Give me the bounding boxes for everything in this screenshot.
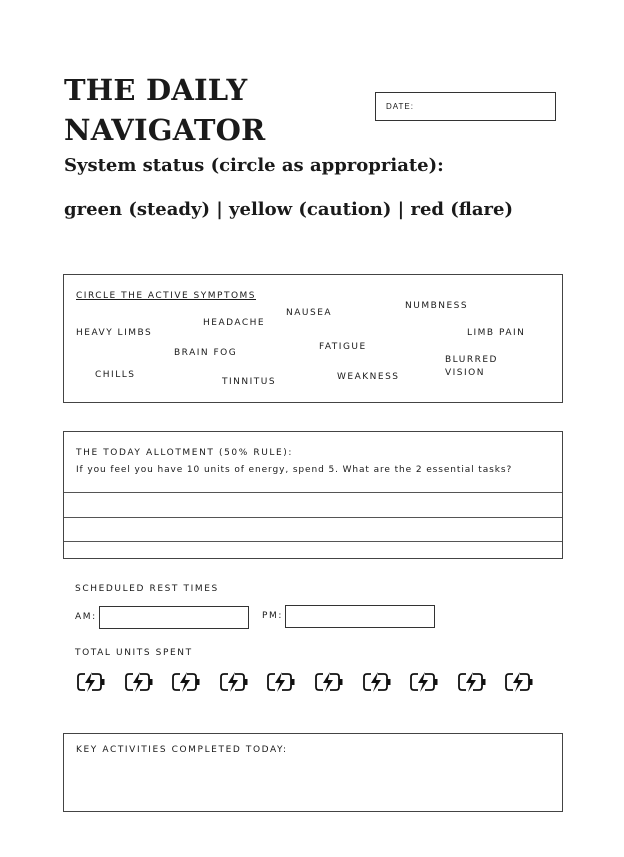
battery-bolt-icon[interactable] — [457, 671, 487, 693]
date-label: DATE: — [386, 102, 414, 111]
battery-bolt-icon[interactable] — [171, 671, 201, 693]
key-activities-box[interactable] — [63, 733, 563, 812]
pm-label: PM: — [262, 611, 284, 621]
title-line-2: NAVIGATOR — [64, 113, 266, 147]
system-status-label: System status (circle as appropriate): — [64, 155, 444, 176]
symptom-chills[interactable]: CHILLS — [95, 370, 136, 380]
title-line-1: THE DAILY — [64, 73, 248, 107]
battery-bolt-icon[interactable] — [76, 671, 106, 693]
symptom-blurred-line-1: BLURRED — [445, 355, 498, 365]
am-label: AM: — [75, 612, 97, 622]
date-field[interactable] — [375, 92, 556, 121]
symptom-tinnitus[interactable]: TINNITUS — [222, 377, 277, 387]
symptom-brain-fog[interactable]: BRAIN FOG — [174, 348, 238, 358]
battery-bolt-icon[interactable] — [266, 671, 296, 693]
symptom-numbness[interactable]: NUMBNESS — [405, 301, 469, 311]
battery-bolt-icon[interactable] — [314, 671, 344, 693]
units-heading: TOTAL UNITS SPENT — [75, 648, 193, 658]
am-rest-input[interactable] — [99, 606, 249, 629]
battery-bolt-icon[interactable] — [124, 671, 154, 693]
page-title — [64, 70, 354, 150]
task-line-1[interactable] — [64, 492, 562, 493]
task-line-2[interactable] — [64, 517, 562, 518]
allotment-heading: THE TODAY ALLOTMENT (50% RULE): — [76, 448, 294, 458]
symptom-blurred-line-2: VISION — [445, 368, 485, 378]
symptom-weakness[interactable]: WEAKNESS — [337, 372, 400, 382]
symptom-fatigue[interactable]: FATIGUE — [319, 342, 367, 352]
allotment-prompt: If you feel you have 10 units of energy, spend 5. What are the 2 essential tasks? — [76, 465, 513, 475]
allotment-box — [63, 431, 563, 559]
task-line-3[interactable] — [64, 541, 562, 542]
system-status-options[interactable]: green (steady) | yellow (caution) | red (flare) — [64, 199, 513, 220]
symptoms-heading: CIRCLE THE ACTIVE SYMPTOMS — [76, 291, 257, 301]
symptoms-box — [63, 274, 563, 403]
battery-bolt-icon[interactable] — [219, 671, 249, 693]
battery-bolt-icon[interactable] — [504, 671, 534, 693]
key-activities-heading: KEY ACTIVITIES COMPLETED TODAY: — [76, 745, 288, 755]
symptom-limb-pain[interactable]: LIMB PAIN — [467, 328, 526, 338]
battery-bolt-icon[interactable] — [362, 671, 392, 693]
battery-bolt-icon[interactable] — [409, 671, 439, 693]
symptom-headache[interactable]: HEADACHE — [203, 318, 266, 328]
rest-times-heading: SCHEDULED REST TIMES — [75, 584, 219, 594]
symptom-nausea[interactable]: NAUSEA — [286, 308, 333, 318]
pm-rest-input[interactable] — [285, 605, 435, 628]
symptom-blurred-vision[interactable] — [445, 354, 498, 380]
symptom-heavy-limbs[interactable]: HEAVY LIMBS — [76, 328, 153, 338]
